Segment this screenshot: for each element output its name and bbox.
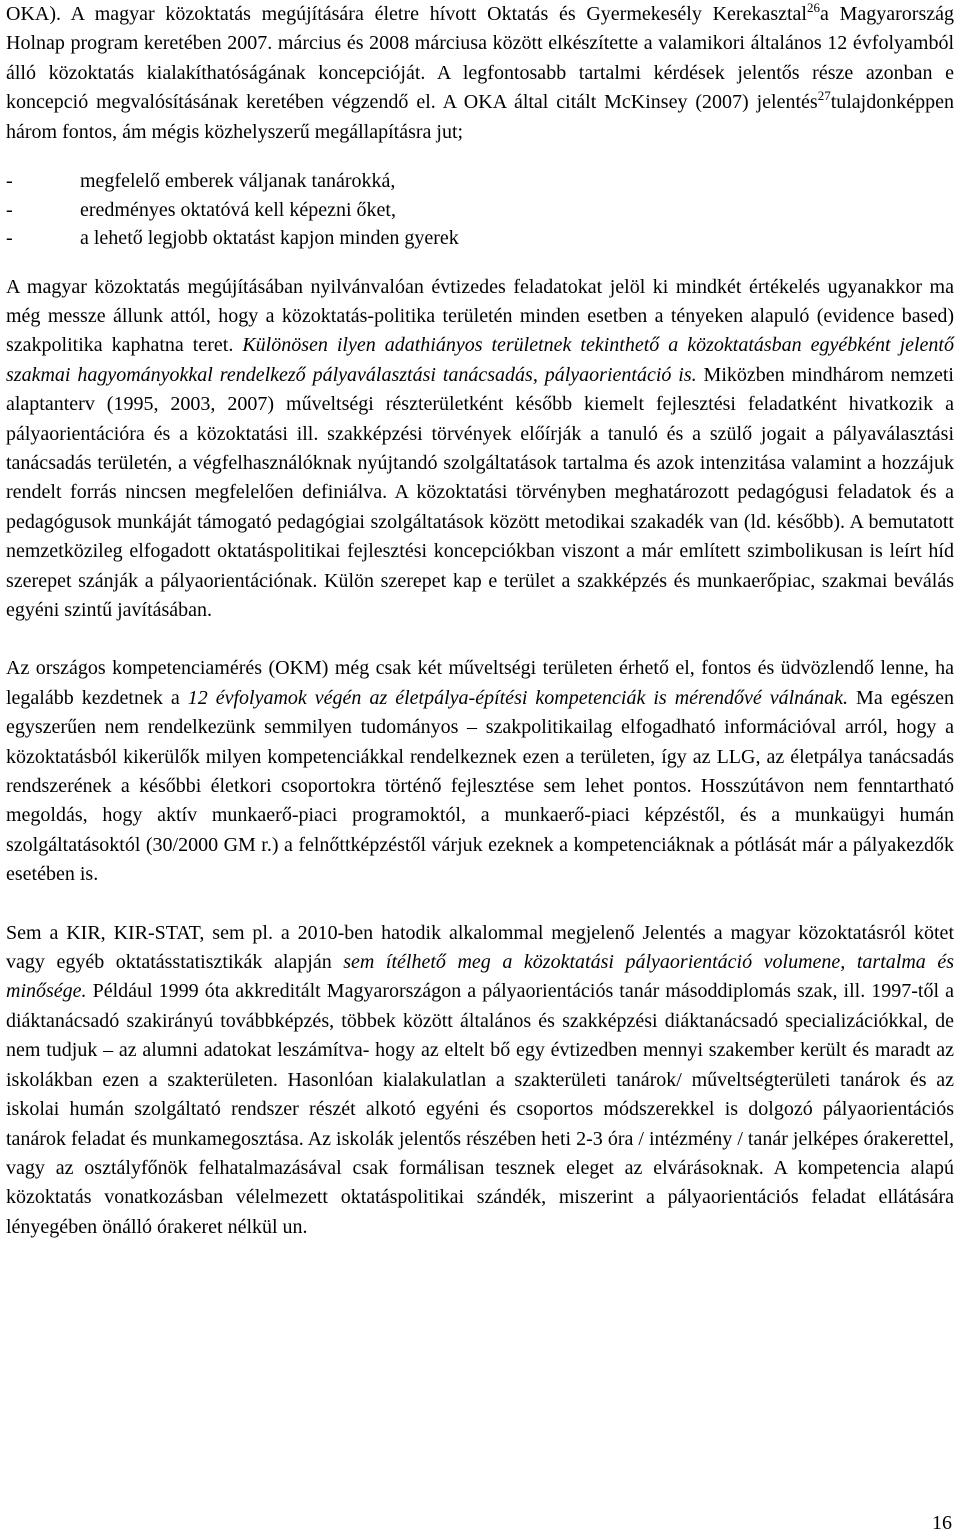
list-item <box>6 196 954 225</box>
document-page <box>6 0 954 1242</box>
paragraph-okm <box>6 654 954 889</box>
footnote-ref-26[interactable]: 26 <box>806 0 820 15</box>
list-item <box>6 224 954 253</box>
paragraph-kir-stat <box>6 919 954 1242</box>
paragraph-text: Sem a KIR, KIR-STAT, sem pl. a 2010-ben hatodik alkalommal megjelenő Jelentés a magyar közoktatásról kötet vagy egyéb oktatásstatisztikák alapján <box>6 921 954 974</box>
list-item-text: a lehető legjobb oktatást kapjon minden gyerek <box>80 227 459 250</box>
page-number: 16 <box>932 1512 952 1534</box>
list-dash: - <box>6 227 13 250</box>
emphasis-text: Különösen ilyen adathiányos területnek tekinthető a közoktatásban egyébként jelentő szakmai hagyományokkal rendelkező pályaválasztási tanácsadás, pályaorientáció is. <box>6 334 954 386</box>
paragraph-text: Ma egészen egyszerűen nem rendelkezünk semmilyen tudományos – szakpolitikailag elfogadható információval arról, hogy a közoktatásból kikerülők milyen kompetenciákkal rendelkeznek ezen a területen, így az LLG, az életpálya tanácsadás rendszerének a későbbi életkori csoportokra történő fejlesztése sem lehet pontos. Hosszútávon nem fenntartható megoldás, hogy aktív munkaerő-piaci programoktól, a munkaerő-piaci képzéstől, és a munkaügyi humán szolgáltatásoktól (30/2000 GM r.) a felnőttképzéstől várjuk ezeknek a kompetenciáknak a pótlását már a pályakezdők esetében is. <box>6 686 955 886</box>
list-item <box>6 167 954 196</box>
list-dash: - <box>6 198 13 221</box>
footnote-ref-27[interactable]: 27 <box>817 88 831 104</box>
mckinsey-findings-list <box>6 167 954 253</box>
paragraph-text: OKA). A magyar közoktatás megújítására életre hívott Oktatás és Gyermekesély Kerekasztal <box>6 3 807 25</box>
list-dash: - <box>6 170 13 193</box>
paragraph-oka-intro <box>6 0 954 147</box>
paragraph-text: Miközben mindhárom nemzeti alaptanterv (1995, 2003, 2007) műveltségi részterületként később kiemelt fejlesztési feladatként hivatkozik a pályaorientációra és a közoktatási ill. szakképzési törvények előírják a tanuló és a szülő jogait a pályaválasztási tanácsadás területén, a végfelhasználóknak nyújtandó szolgáltatások tartalma és azok intenzitása valamint a hozzájuk rendelt forrás nincsen megfelelően definiálva. A közoktatási törvényben meghatározott pedagógusi feladatok és a pedagógusok munkáját támogató pedagógiai szolgáltatások között metodikai szakadék van (ld. később). A bemutatott nemzetközileg elfogadott oktatáspolitikai fejlesztési koncepciókban viszont a már említett szimbolikusan is leírt híd szerepet szánják a pályaorientációnak. Külön szerepet kap e terület a szakképzés és munkaerőpiac, szakmai beválás egyéni szintű javításában. <box>6 363 954 621</box>
emphasis-text: sem ítélhető meg a közoktatási pályaorientáció volumene, tartalma és minősége. <box>6 951 954 1003</box>
list-item-text: eredményes oktatóvá kell képezni őket, <box>80 198 396 221</box>
emphasis-text: 12 évfolyamok végén az életpálya-építési kompetenciák is mérendővé válnának. <box>187 686 849 709</box>
paragraph-text: Például 1999 óta akkreditált Magyarországon a pályaorientációs tanár másoddiplomás szak, ill. 1997-től a diáktanácsadó szakirányú továbbképzés, többek között általános és szakképzési diáktanácsadó specializációkkal, de nem tudjuk – az alumni adatokat leszámítva- hogy az eltelt bő egy évtizedben mennyi szakember került és maradt az iskolákban ezen a szakterületen. Hasonlóan kialakulatlan a szakterületi tanárok/ műveltségterületi tanárok és az iskolai humán szolgáltató rendszer részét alkotó egyéni és csoportos módszerekkel is dolgozó pályaorientációs tanárok feladat és munkamegosztása. Az iskolák jelentős részében heti 2-3 óra / intézmény / tanár jelképes órakerettel, vagy az osztályfőnök felhatalmazásával csak formálisan tesznek eleget az elvárásoknak. A kompetencia alapú közoktatás vonatkozásban vélelmezett oktatáspolitikai szándék, miszerint a pályaorientációs feladat ellátására lényegében önálló órakeret nélkül un. <box>6 980 954 1238</box>
paragraph-text: Az országos kompetenciamérés (OKM) még csak két műveltségi területen érhető el, fontos és üdvözlendő lenne, ha legalább kezdetnek a <box>6 657 954 709</box>
paragraph-reform <box>6 273 954 626</box>
paragraph-text: a Magyarország Holnap program keretében 2007. március és 2008 márciusa között elkészítette a valamikori általános 12 évfolyamból álló közoktatás kialakíthatóságának koncepcióját. A legfontosabb tartalmi kérdések jelentős része azonban e koncepció megvalósításának keretében végzendő el. A OKA által citált McKinsey (2007) jelentés <box>6 3 954 114</box>
paragraph-text: tulajdonképpen három fontos, ám mégis közhelyszerű megállapításra jut; <box>6 91 954 143</box>
paragraph-text: A magyar közoktatás megújításában nyilvánvalóan évtizedes feladatokat jelöl ki mindkét értékelés ugyanakkor ma még messze állunk attól, hogy a közoktatás-politika területén minden esetben a tényeken alapuló (evidence based) szakpolitika kaphatna teret. <box>6 275 954 357</box>
list-item-text: megfelelő emberek váljanak tanárokká, <box>80 170 396 193</box>
